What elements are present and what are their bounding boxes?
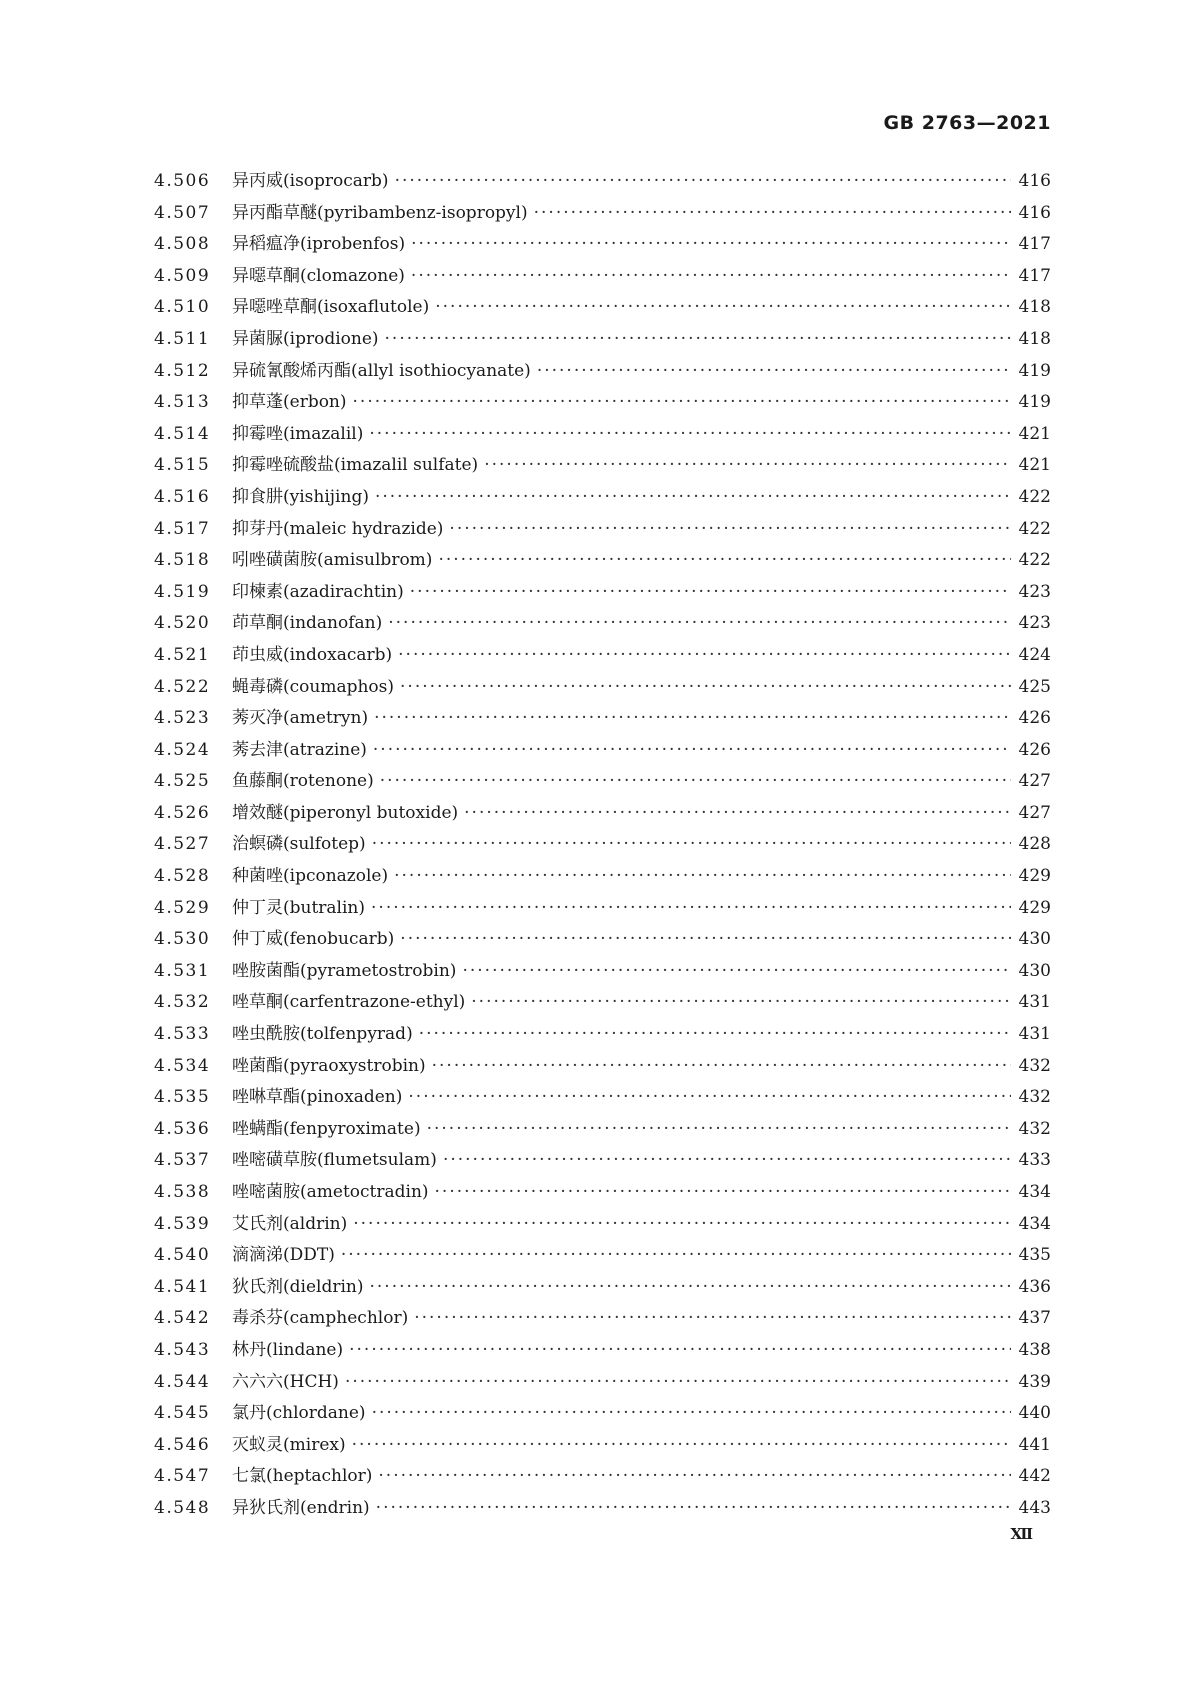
toc-entry-page: 438	[1018, 1339, 1051, 1360]
standard-code-header: GB 2763—2021	[883, 112, 1051, 134]
toc-leader-dots	[400, 677, 1011, 697]
toc-entry[interactable]	[154, 166, 1051, 198]
toc-entry-page: 416	[1018, 171, 1051, 191]
toc-entry-title: 异稻瘟净(iprobenfos)	[232, 234, 406, 255]
toc-leader-dots	[398, 645, 1010, 665]
toc-entry[interactable]	[154, 1019, 1051, 1051]
toc-entry-number: 4.532	[154, 992, 211, 1013]
toc-entry-page: 432	[1018, 1087, 1051, 1108]
toc-entry-title: 林丹(lindane)	[232, 1339, 344, 1360]
toc-entry-number: 4.537	[154, 1150, 211, 1171]
toc-leader-dots	[385, 329, 1011, 349]
toc-entry-title: 抑食肼(yishijing)	[232, 486, 369, 507]
toc-entry-title: 抑霉唑硫酸盐(imazalil sulfate)	[232, 455, 479, 476]
toc-entry-title: 抑草蓬(erbon)	[232, 392, 347, 413]
toc-entry-title: 抑霉唑(imazalil)	[232, 423, 364, 444]
toc-entry-page: 429	[1018, 866, 1051, 887]
toc-entry-title: 唑胺菌酯(pyrametostrobin)	[232, 960, 457, 981]
toc-entry[interactable]	[154, 608, 1051, 640]
toc-entry-title: 唑螨酯(fenpyroximate)	[232, 1118, 421, 1139]
toc-leader-dots	[369, 1277, 1010, 1297]
toc-entry-page: 425	[1018, 676, 1051, 697]
toc-entry-title: 异丙威(isoprocarb)	[232, 171, 389, 191]
toc-entry-number: 4.508	[154, 234, 211, 255]
toc-entry-number: 4.542	[154, 1308, 211, 1329]
toc-entry-number: 4.510	[154, 297, 211, 318]
toc-leader-dots	[408, 1087, 1010, 1107]
toc-entry-title: 茚草酮(indanofan)	[232, 613, 383, 634]
toc-leader-dots	[371, 898, 1011, 918]
toc-entry-number: 4.535	[154, 1087, 211, 1108]
toc-leader-dots	[378, 1466, 1010, 1486]
toc-entry[interactable]	[154, 703, 1051, 735]
toc-entry[interactable]	[154, 1082, 1051, 1114]
toc-entry-page: 418	[1018, 328, 1051, 349]
toc-entry-title: 茚虫威(indoxacarb)	[232, 644, 393, 665]
toc-leader-dots	[435, 1182, 1011, 1202]
toc-entry-number: 4.530	[154, 929, 211, 950]
toc-entry-title: 异丙酯草醚(pyribambenz-isopropyl)	[232, 202, 528, 223]
toc-entry-page: 439	[1018, 1371, 1051, 1392]
toc-entry-number: 4.522	[154, 676, 211, 697]
toc-entry-page: 427	[1018, 802, 1051, 823]
toc-entry-title: 异狄氏剂(endrin)	[232, 1497, 370, 1518]
toc-entry[interactable]	[154, 1493, 1051, 1525]
toc-entry-page: 440	[1018, 1403, 1051, 1424]
toc-leader-dots	[352, 1435, 1011, 1455]
toc-entry[interactable]	[154, 356, 1051, 388]
toc-entry-page: 421	[1018, 455, 1051, 476]
toc-entry[interactable]	[154, 1303, 1051, 1335]
toc-entry-number: 4.528	[154, 866, 211, 887]
toc-leader-dots	[419, 1024, 1011, 1044]
toc-entry[interactable]	[154, 829, 1051, 861]
toc-entry-title: 种菌唑(ipconazole)	[232, 866, 389, 887]
toc-entry[interactable]	[154, 640, 1051, 672]
toc-entry-title: 仲丁灵(butralin)	[232, 897, 366, 918]
toc-entry-number: 4.539	[154, 1213, 211, 1234]
toc-entry-page: 421	[1018, 423, 1051, 444]
toc-entry-number: 4.512	[154, 360, 211, 381]
toc-entry[interactable]	[154, 324, 1051, 356]
toc-leader-dots	[341, 1245, 1011, 1265]
toc-leader-dots	[462, 961, 1010, 981]
toc-entry[interactable]	[154, 514, 1051, 546]
toc-entry-page: 423	[1018, 581, 1051, 602]
toc-entry-number: 4.544	[154, 1371, 211, 1392]
toc-entry-page: 437	[1018, 1308, 1051, 1329]
toc-entry[interactable]	[154, 1335, 1051, 1367]
toc-leader-dots	[372, 1403, 1011, 1423]
toc-entry-number: 4.548	[154, 1497, 211, 1518]
toc-entry-page: 431	[1018, 992, 1051, 1013]
toc-entry-number: 4.524	[154, 739, 211, 760]
toc-entry-page: 416	[1018, 202, 1051, 223]
toc-entry-page: 424	[1018, 644, 1051, 665]
toc-entry-page: 430	[1018, 929, 1051, 950]
toc-entry-title: 异硫氰酸烯丙酯(allyl isothiocyanate)	[232, 360, 531, 381]
toc-entry-number: 4.529	[154, 897, 211, 918]
toc-entry[interactable]	[154, 1367, 1051, 1399]
toc-entry[interactable]	[154, 924, 1051, 956]
toc-entry-number: 4.547	[154, 1466, 211, 1487]
toc-leader-dots	[411, 266, 1011, 286]
toc-entry-number: 4.516	[154, 486, 211, 507]
toc-entry-title: 唑菌酯(pyraoxystrobin)	[232, 1055, 426, 1076]
toc-entry-number: 4.526	[154, 802, 211, 823]
toc-entry-page: 434	[1018, 1182, 1051, 1202]
toc-entry[interactable]	[154, 387, 1051, 419]
toc-entry-title: 氯丹(chlordane)	[232, 1403, 366, 1424]
toc-entry[interactable]	[154, 766, 1051, 798]
toc-entry-page: 441	[1018, 1434, 1051, 1455]
toc-entry-title: 增效醚(piperonyl butoxide)	[232, 802, 459, 823]
toc-entry-number: 4.506	[154, 171, 211, 191]
toc-leader-dots	[349, 1340, 1010, 1360]
toc-entry-number: 4.523	[154, 708, 211, 729]
toc-entry[interactable]	[154, 545, 1051, 577]
toc-entry-page: 433	[1018, 1150, 1051, 1171]
toc-leader-dots	[395, 171, 1011, 191]
toc-leader-dots	[374, 708, 1010, 728]
toc-entry[interactable]	[154, 261, 1051, 293]
toc-entry-title: 莠灭净(ametryn)	[232, 708, 369, 729]
toc-entry[interactable]	[154, 956, 1051, 988]
toc-leader-dots	[375, 487, 1011, 507]
toc-entry[interactable]	[154, 292, 1051, 324]
toc-entry-number: 4.533	[154, 1024, 211, 1045]
toc-entry[interactable]	[154, 1272, 1051, 1304]
toc-entry-title: 唑啉草酯(pinoxaden)	[232, 1087, 403, 1108]
toc-entry-page: 429	[1018, 897, 1051, 918]
toc-entry-title: 灭蚁灵(mirex)	[232, 1434, 346, 1455]
toc-entry-number: 4.511	[154, 328, 211, 349]
toc-entry[interactable]	[154, 229, 1051, 261]
toc-entry-number: 4.507	[154, 202, 211, 223]
toc-leader-dots	[388, 613, 1010, 633]
toc-entry-number: 4.540	[154, 1245, 211, 1266]
toc-entry-number: 4.531	[154, 960, 211, 981]
toc-leader-dots	[373, 740, 1011, 760]
toc-entry-number: 4.543	[154, 1339, 211, 1360]
toc-entry-number: 4.545	[154, 1403, 211, 1424]
toc-entry-title: 异噁草酮(clomazone)	[232, 265, 405, 286]
toc-entry-title: 艾氏剂(aldrin)	[232, 1213, 348, 1234]
toc-leader-dots	[534, 203, 1011, 223]
toc-entry[interactable]	[154, 987, 1051, 1019]
toc-entry[interactable]	[154, 861, 1051, 893]
toc-leader-dots	[464, 803, 1010, 823]
page-number: Ⅻ	[1010, 1525, 1033, 1543]
toc-entry[interactable]	[154, 1461, 1051, 1493]
toc-leader-dots	[484, 455, 1010, 475]
toc-leader-dots	[353, 1214, 1010, 1234]
toc-leader-dots	[353, 392, 1011, 412]
toc-leader-dots	[394, 866, 1010, 886]
toc-leader-dots	[410, 582, 1011, 602]
toc-leader-dots	[380, 771, 1011, 791]
toc-entry-page: 419	[1018, 360, 1051, 381]
toc-entry-number: 4.546	[154, 1434, 211, 1455]
toc-entry-number: 4.538	[154, 1182, 211, 1202]
toc-entry[interactable]	[154, 893, 1051, 925]
toc-entry-page: 426	[1018, 708, 1051, 729]
toc-entry-page: 423	[1018, 613, 1051, 634]
toc-entry[interactable]	[154, 1430, 1051, 1462]
toc-leader-dots	[400, 929, 1010, 949]
toc-leader-dots	[449, 519, 1010, 539]
toc-entry-page: 428	[1018, 834, 1051, 855]
toc-entry[interactable]	[154, 419, 1051, 451]
toc-entry-title: 滴滴涕(DDT)	[232, 1245, 335, 1266]
toc-entry-number: 4.515	[154, 455, 211, 476]
toc-entry-page: 417	[1018, 265, 1051, 286]
toc-entry-page: 432	[1018, 1118, 1051, 1139]
toc-entry[interactable]	[154, 198, 1051, 230]
toc-leader-dots	[411, 234, 1010, 254]
toc-entry-page: 419	[1018, 392, 1051, 413]
toc-entry-page: 422	[1018, 486, 1051, 507]
toc-entry-title: 莠去津(atrazine)	[232, 739, 367, 760]
toc-entry-number: 4.520	[154, 613, 211, 634]
toc-entry[interactable]	[154, 1398, 1051, 1430]
toc-leader-dots	[414, 1308, 1010, 1328]
toc-entry[interactable]	[154, 1051, 1051, 1083]
toc-entry-title: 七氯(heptachlor)	[232, 1466, 373, 1487]
toc-entry-page: 426	[1018, 739, 1051, 760]
toc-entry-title: 唑嘧磺草胺(flumetsulam)	[232, 1150, 437, 1171]
toc-entry[interactable]	[154, 1114, 1051, 1146]
toc-entry-number: 4.521	[154, 644, 211, 665]
toc-entry-page: 435	[1018, 1245, 1051, 1266]
toc-leader-dots	[438, 550, 1010, 570]
toc-entry-page: 432	[1018, 1055, 1051, 1076]
toc-entry-page: 417	[1018, 234, 1051, 255]
toc-entry-title: 吲唑磺菌胺(amisulbrom)	[232, 550, 433, 571]
toc-entry-number: 4.534	[154, 1055, 211, 1076]
toc-leader-dots	[345, 1372, 1011, 1392]
toc-entry-number: 4.513	[154, 392, 211, 413]
toc-entry-number: 4.536	[154, 1118, 211, 1139]
toc-entry[interactable]	[154, 577, 1051, 609]
toc-entry-page: 443	[1018, 1497, 1051, 1518]
toc-entry-page: 427	[1018, 771, 1051, 792]
toc-leader-dots	[376, 1498, 1011, 1518]
toc-entry-title: 蝇毒磷(coumaphos)	[232, 676, 395, 697]
toc-entry-page: 422	[1018, 550, 1051, 571]
toc-entry[interactable]	[154, 482, 1051, 514]
toc-entry-page: 436	[1018, 1276, 1051, 1297]
toc-entry-number: 4.527	[154, 834, 211, 855]
toc-leader-dots	[443, 1150, 1011, 1170]
toc-entry-title: 唑草酮(carfentrazone-ethyl)	[232, 992, 466, 1013]
toc-entry-page: 434	[1018, 1213, 1051, 1234]
toc-entry-number: 4.517	[154, 518, 211, 539]
toc-entry-title: 六六六(HCH)	[232, 1371, 339, 1392]
toc-entry-title: 狄氏剂(dieldrin)	[232, 1276, 364, 1297]
toc-leader-dots	[471, 992, 1010, 1012]
toc-entry-number: 4.518	[154, 550, 211, 571]
toc-entry[interactable]	[154, 672, 1051, 704]
toc-entry-page: 442	[1018, 1466, 1051, 1487]
toc-entry-number: 4.514	[154, 423, 211, 444]
toc-leader-dots	[427, 1119, 1011, 1139]
toc-entry-number: 4.541	[154, 1276, 211, 1297]
toc-entry-number: 4.509	[154, 265, 211, 286]
toc-entry[interactable]	[154, 1177, 1051, 1209]
toc-leader-dots	[432, 1056, 1011, 1076]
toc-entry-title: 唑虫酰胺(tolfenpyrad)	[232, 1024, 413, 1045]
table-of-contents	[154, 166, 1051, 1525]
toc-entry-title: 仲丁威(fenobucarb)	[232, 929, 395, 950]
toc-entry[interactable]	[154, 798, 1051, 830]
toc-entry-title: 异菌脲(iprodione)	[232, 328, 379, 349]
toc-entry-page: 418	[1018, 297, 1051, 318]
toc-entry-title: 异噁唑草酮(isoxaflutole)	[232, 297, 430, 318]
toc-entry-number: 4.525	[154, 771, 211, 792]
toc-entry-title: 鱼藤酮(rotenone)	[232, 771, 374, 792]
toc-entry-number: 4.519	[154, 581, 211, 602]
toc-entry[interactable]	[154, 735, 1051, 767]
toc-entry-title: 抑芽丹(maleic hydrazide)	[232, 518, 444, 539]
toc-entry[interactable]	[154, 450, 1051, 482]
toc-entry-page: 431	[1018, 1024, 1051, 1045]
toc-leader-dots	[372, 834, 1011, 854]
toc-leader-dots	[369, 424, 1010, 444]
toc-entry[interactable]	[154, 1145, 1051, 1177]
toc-entry-title: 印楝素(azadirachtin)	[232, 581, 404, 602]
toc-leader-dots	[435, 297, 1010, 317]
toc-entry-title: 毒杀芬(camphechlor)	[232, 1308, 409, 1329]
toc-entry-page: 422	[1018, 518, 1051, 539]
toc-entry-title: 治螟磷(sulfotep)	[232, 834, 366, 855]
toc-entry[interactable]	[154, 1240, 1051, 1272]
toc-entry-page: 430	[1018, 960, 1051, 981]
toc-leader-dots	[537, 361, 1011, 381]
toc-entry[interactable]	[154, 1209, 1051, 1241]
toc-entry-title: 唑嘧菌胺(ametoctradin)	[232, 1182, 429, 1202]
